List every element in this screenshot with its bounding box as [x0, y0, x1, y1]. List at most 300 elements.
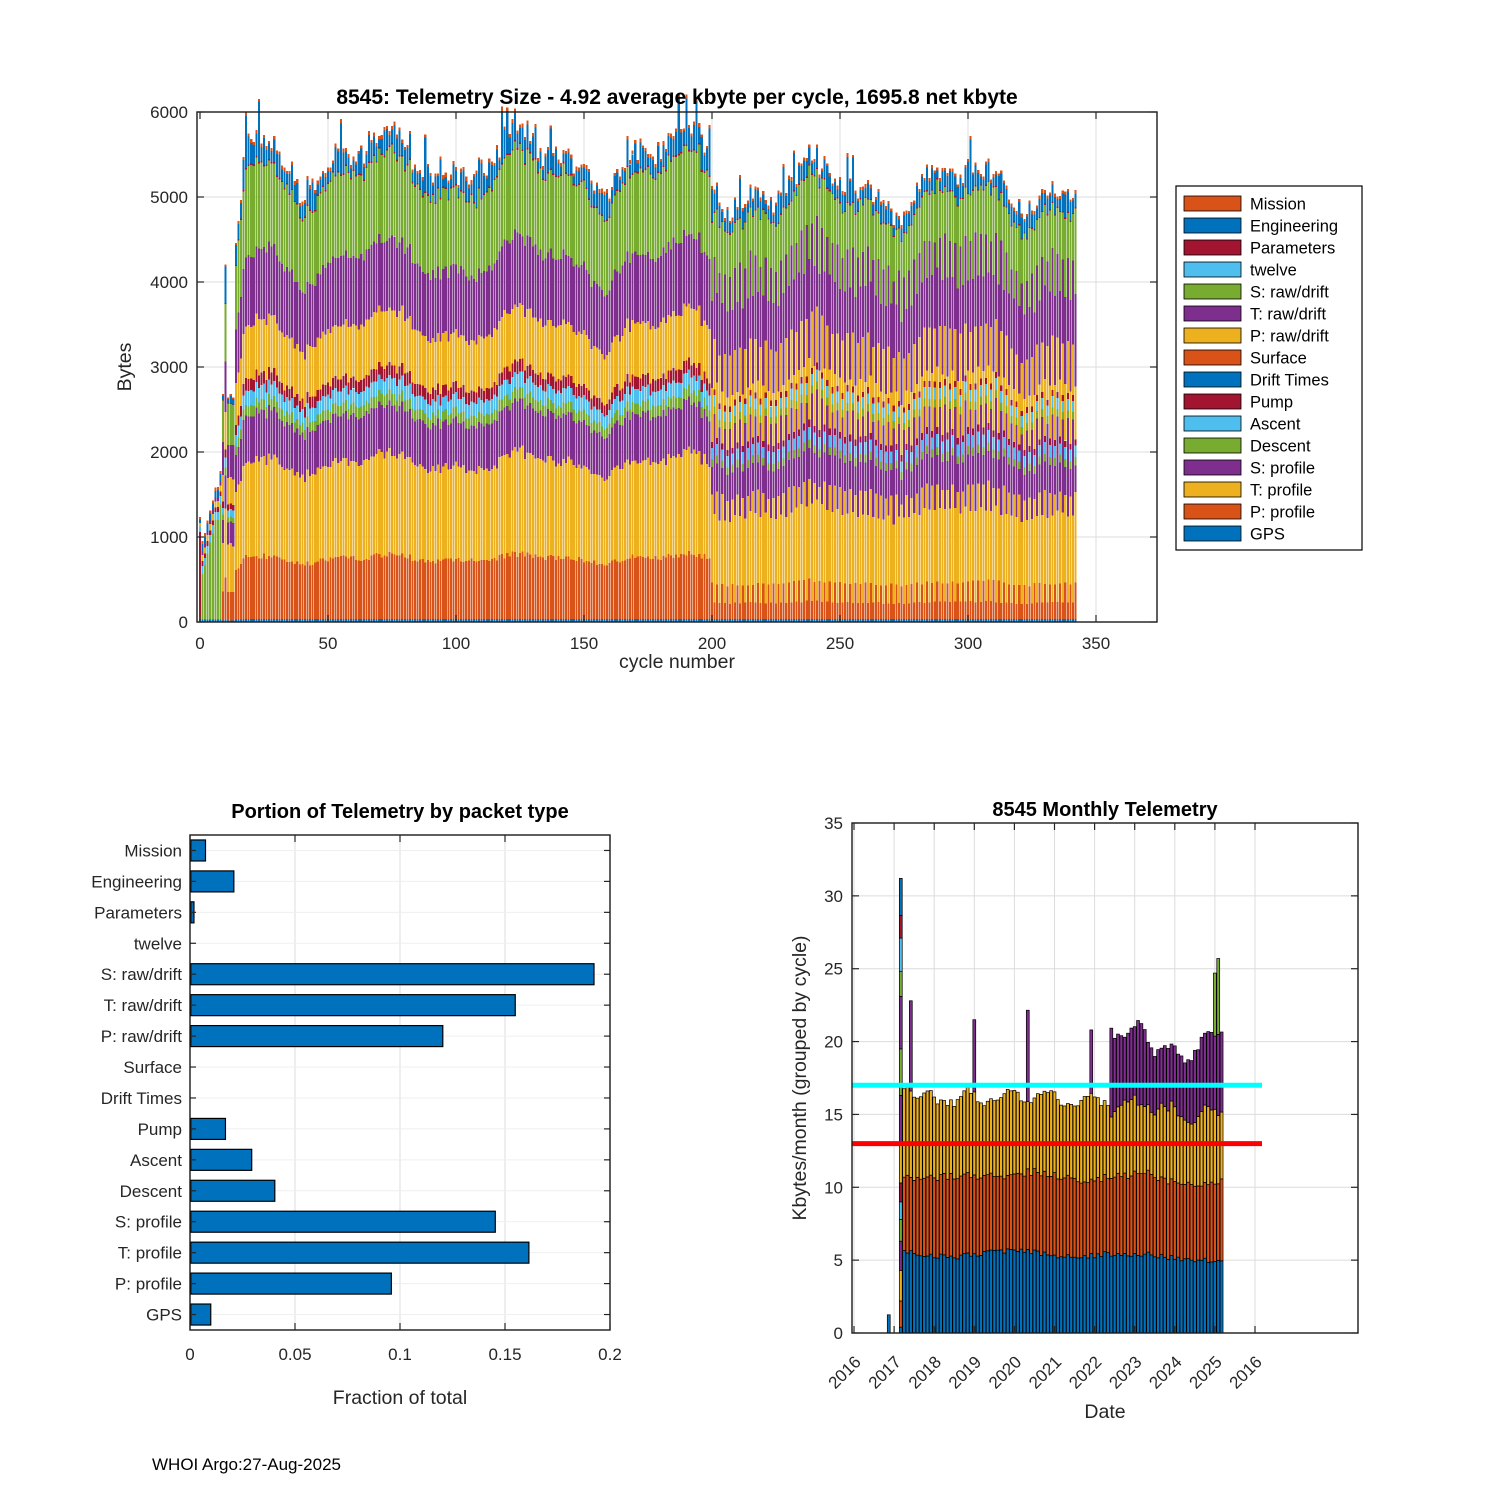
- bar-segment: [427, 273, 429, 341]
- bar-segment: [324, 173, 326, 177]
- bar-segment: [701, 134, 703, 137]
- bar-segment: [514, 447, 516, 552]
- bar-segment: [537, 161, 539, 172]
- bar-segment: [816, 500, 818, 601]
- bar-segment: [248, 325, 250, 379]
- bar-segment: [721, 303, 723, 391]
- bar-segment: [383, 396, 385, 408]
- bar-segment: [675, 128, 677, 132]
- bar-segment: [757, 208, 759, 293]
- bar-segment: [460, 335, 462, 387]
- bar-segment: [957, 381, 959, 438]
- bar-segment: [209, 510, 211, 513]
- bar-segment: [376, 244, 378, 313]
- bar-segment: [798, 580, 800, 619]
- month-bar-segment: [1020, 1174, 1023, 1249]
- month-bar-segment: [1110, 1256, 1113, 1333]
- bar-segment: [803, 580, 805, 619]
- bar-segment: [918, 189, 920, 192]
- bar-segment: [941, 168, 943, 171]
- bar-segment: [355, 175, 357, 177]
- bar-segment: [931, 449, 933, 457]
- bar-segment: [283, 188, 285, 189]
- bar-segment: [248, 406, 250, 416]
- bar-segment: [542, 327, 544, 379]
- bar-segment: [642, 386, 644, 400]
- bar-segment: [964, 186, 966, 187]
- bar-segment: [813, 426, 815, 433]
- bar-segment: [588, 169, 590, 172]
- bar-segment: [747, 468, 749, 496]
- bar-segment: [1000, 174, 1002, 192]
- bar-segment: [921, 440, 923, 452]
- bar-segment: [959, 406, 961, 414]
- bar-segment: [824, 482, 826, 583]
- bar-segment: [980, 397, 982, 405]
- bar-segment: [903, 423, 905, 430]
- bar-segment: [258, 558, 260, 619]
- bar-segment: [865, 442, 867, 454]
- bar-segment: [522, 127, 524, 149]
- bar-segment: [591, 409, 593, 422]
- bar-segment: [460, 562, 462, 619]
- bar-segment: [358, 154, 360, 173]
- bar-segment: [414, 264, 416, 330]
- bar-segment: [987, 273, 989, 366]
- bar-segment: [903, 278, 905, 359]
- bar-segment: [225, 468, 227, 476]
- bar-segment: [309, 284, 311, 346]
- bar-segment: [931, 191, 933, 275]
- bar-segment: [900, 229, 902, 241]
- bar-segment: [739, 217, 741, 218]
- bar-segment: [573, 174, 575, 177]
- bar-segment: [291, 412, 293, 423]
- bar-segment: [870, 489, 872, 583]
- bar-segment: [312, 474, 314, 565]
- month-bar-segment: [1180, 1184, 1183, 1260]
- bar-segment: [601, 402, 603, 413]
- bar-segment: [803, 452, 805, 482]
- bar-segment: [852, 248, 854, 333]
- bars: [887, 878, 1223, 1333]
- bar-segment: [982, 371, 984, 427]
- bar-segment: [1016, 418, 1018, 425]
- bar-segment: [644, 148, 646, 151]
- bar-segment: [729, 406, 731, 412]
- bar-segment: [301, 564, 303, 619]
- bar-segment: [1057, 208, 1059, 254]
- bar-segment: [437, 188, 439, 266]
- bar-segment: [880, 469, 882, 495]
- bar-segment: [347, 154, 349, 158]
- bar-segment: [987, 365, 989, 423]
- bar-segment: [993, 580, 995, 619]
- bar-segment: [442, 188, 444, 269]
- bar-segment: [926, 278, 928, 370]
- month-bar-segment: [929, 1254, 932, 1333]
- bar-segment: [737, 210, 739, 219]
- bar-segment: [647, 167, 649, 252]
- bar-segment: [803, 274, 805, 367]
- bar-segment: [824, 424, 826, 431]
- bar-segment: [808, 147, 810, 164]
- bar-segment: [368, 135, 370, 161]
- month-bar-segment: [1053, 1092, 1056, 1173]
- bar-segment: [614, 269, 616, 336]
- bar-segment: [363, 560, 365, 619]
- bar-segment: [468, 280, 470, 344]
- bar-segment: [670, 133, 672, 137]
- bar-segment: [621, 469, 623, 561]
- month-bar-segment: [993, 1177, 996, 1251]
- bar-segment: [493, 382, 495, 394]
- bar-segment: [862, 252, 864, 337]
- bar-segment: [483, 271, 485, 338]
- bar-segment: [885, 463, 887, 471]
- bar-segment: [765, 392, 767, 398]
- bar-segment: [634, 323, 636, 376]
- bar-segment: [629, 263, 631, 332]
- bar-segment: [657, 405, 659, 415]
- bar-segment: [399, 555, 401, 619]
- bar-segment: [199, 519, 201, 522]
- bar-segment: [350, 326, 352, 378]
- bar-segment: [266, 407, 268, 418]
- bar-segment: [742, 211, 744, 228]
- bar-segment: [353, 160, 355, 169]
- bar-segment: [1023, 222, 1025, 233]
- bar-segment: [1049, 192, 1051, 195]
- bar-segment: [1013, 221, 1015, 222]
- x-tick-label: 2025: [1185, 1352, 1226, 1393]
- bar-segment: [245, 116, 247, 168]
- bar-segment: [734, 222, 736, 223]
- month-bar-segment: [887, 1315, 890, 1333]
- bar-segment: [268, 454, 270, 557]
- bar-segment: [550, 125, 552, 128]
- bar-segment: [990, 409, 992, 511]
- bar-segment: [519, 125, 521, 128]
- bar-segment: [401, 140, 403, 144]
- bar-segment: [875, 585, 877, 619]
- bar-segment: [222, 502, 224, 508]
- bar-segment: [437, 384, 439, 396]
- bar-segment: [634, 558, 636, 619]
- bar-segment: [908, 603, 910, 619]
- bar-segment: [836, 403, 838, 411]
- bar-segment: [598, 286, 600, 349]
- bar-segment: [373, 154, 375, 156]
- bar-segment: [941, 583, 943, 619]
- bar-segment: [836, 186, 838, 190]
- bar-segment: [788, 582, 790, 619]
- bar-segment: [985, 185, 987, 186]
- bar-segment: [626, 412, 628, 460]
- bar-segment: [565, 151, 567, 154]
- bar-segment: [644, 168, 646, 170]
- bar-segment: [488, 400, 490, 414]
- bar-segment: [501, 317, 503, 373]
- bar-segment: [1036, 344, 1038, 394]
- bar-segment: [870, 185, 872, 189]
- bar-segment: [934, 510, 936, 601]
- bar-segment: [491, 337, 493, 387]
- bar-segment: [281, 182, 283, 264]
- bar-segment: [957, 289, 959, 381]
- bar-segment: [793, 191, 795, 279]
- bar-segment: [921, 433, 923, 440]
- bar-segment: [345, 164, 347, 166]
- y-tick-label: 6000: [150, 103, 188, 122]
- bar-segment: [434, 342, 436, 390]
- bar-segment: [975, 186, 977, 232]
- bar-segment: [529, 144, 531, 152]
- bar-segment: [516, 307, 518, 362]
- bar-segment: [516, 452, 518, 557]
- month-bar-segment: [1150, 1255, 1153, 1333]
- bar-segment: [967, 193, 969, 194]
- bar-segment: [747, 203, 749, 211]
- bar-segment: [237, 372, 239, 415]
- bar-segment: [701, 137, 703, 170]
- bar-segment: [539, 411, 541, 460]
- bar-segment: [964, 392, 966, 400]
- bar-segment: [941, 435, 943, 441]
- bar-segment: [706, 325, 708, 379]
- bar-segment: [353, 413, 355, 461]
- bar-segment: [870, 452, 872, 460]
- month-bar-segment: [1120, 1177, 1123, 1256]
- bar-segment: [532, 137, 534, 159]
- bar-segment: [749, 184, 751, 188]
- bar-segment: [836, 198, 838, 244]
- bar-segment: [1064, 384, 1066, 441]
- bar-segment: [662, 248, 664, 318]
- bar-segment: [1044, 490, 1046, 584]
- bar-segment: [918, 602, 920, 619]
- bar-segment: [550, 555, 552, 619]
- bar-segment: [473, 561, 475, 619]
- bar-segment: [688, 151, 690, 234]
- bar-segment: [1023, 456, 1025, 467]
- bar-segment: [373, 382, 375, 398]
- bar-segment: [616, 465, 618, 561]
- bar-segment: [639, 463, 641, 556]
- bar-segment: [803, 367, 805, 423]
- bar-segment: [739, 516, 741, 603]
- bar-segment: [708, 411, 710, 422]
- bar-segment: [509, 134, 511, 138]
- bar-segment: [859, 190, 861, 198]
- bar-segment: [347, 466, 349, 558]
- bar-segment: [309, 408, 311, 422]
- bar-segment: [696, 239, 698, 310]
- bar-segment: [342, 402, 344, 413]
- bar-segment: [667, 407, 669, 454]
- bar-segment: [621, 336, 623, 389]
- bar-segment: [737, 460, 739, 468]
- month-bar-segment: [899, 972, 902, 997]
- bar-segment: [667, 136, 669, 154]
- bar-segment: [1067, 516, 1069, 602]
- bar-segment: [821, 398, 823, 503]
- bar-segment: [708, 177, 710, 259]
- bar-segment: [360, 392, 362, 407]
- bar-segment: [268, 556, 270, 619]
- bar-segment: [273, 164, 275, 244]
- month-bar-segment: [1046, 1177, 1049, 1255]
- bar-segment: [301, 205, 303, 220]
- bar-segment: [271, 246, 273, 315]
- bar-segment: [747, 496, 749, 586]
- bar-segment: [1067, 399, 1069, 410]
- bar-segment: [921, 584, 923, 619]
- bar-segment: [890, 445, 892, 451]
- bar-segment: [268, 367, 270, 380]
- bar-segment: [1000, 411, 1002, 515]
- bar-segment: [440, 429, 442, 473]
- bar-segment: [885, 394, 887, 446]
- bar-segment: [993, 431, 995, 437]
- bar-segment: [655, 407, 657, 418]
- bar-segment: [411, 382, 413, 394]
- bar-segment: [954, 601, 956, 619]
- month-bar-segment: [909, 1177, 912, 1250]
- bar-segment: [524, 165, 526, 246]
- bar-segment: [1039, 439, 1041, 445]
- bar-segment: [721, 443, 723, 449]
- bar-segment: [944, 233, 946, 326]
- bar-segment: [235, 266, 237, 329]
- month-bar-segment: [1000, 1250, 1003, 1333]
- bar-segment: [335, 376, 337, 388]
- bar-segment: [650, 559, 652, 619]
- bar-segment: [678, 408, 680, 454]
- bar-segment: [826, 397, 828, 405]
- bar-segment: [698, 143, 700, 145]
- bar-segment: [591, 349, 593, 398]
- category-label: twelve: [133, 934, 182, 954]
- bar-segment: [381, 558, 383, 619]
- bar-segment: [319, 414, 321, 424]
- month-bar-segment: [1076, 1258, 1079, 1333]
- bar-segment: [242, 420, 244, 466]
- bar-segment: [465, 404, 467, 418]
- bar-segment: [227, 397, 229, 399]
- bar-segment: [959, 389, 961, 395]
- month-bar-segment: [1170, 1101, 1173, 1179]
- bar-segment: [670, 458, 672, 556]
- bar-segment: [729, 429, 731, 522]
- bar-segment: [795, 332, 797, 384]
- bar-segment: [417, 263, 419, 330]
- bar-segment: [678, 156, 680, 244]
- bar-segment: [885, 445, 887, 451]
- bar-segment: [780, 392, 782, 398]
- bar-segment: [373, 133, 375, 137]
- bar-segment: [440, 159, 442, 198]
- bar-segment: [1013, 442, 1015, 448]
- bar-segment: [381, 379, 383, 394]
- bar-segment: [655, 164, 657, 168]
- bar-segment: [744, 204, 746, 208]
- bar-segment: [253, 380, 255, 392]
- bar-segment: [445, 409, 447, 419]
- bar-segment: [353, 256, 355, 324]
- bar-segment: [918, 206, 920, 207]
- bar-segment: [1041, 602, 1043, 619]
- bar-segment: [629, 383, 631, 395]
- bar-segment: [509, 314, 511, 371]
- bar-segment: [283, 172, 285, 188]
- bar-segment: [437, 560, 439, 619]
- bar-segment: [644, 323, 646, 375]
- bar-segment: [1072, 201, 1074, 213]
- bar-segment: [888, 398, 890, 404]
- bar-segment: [911, 498, 913, 584]
- bar-segment: [273, 454, 275, 555]
- bar-segment: [614, 387, 616, 399]
- bar-segment: [888, 516, 890, 604]
- bar-segment: [703, 152, 705, 155]
- bar-segment: [232, 592, 234, 621]
- bar-segment: [731, 233, 733, 310]
- bar-segment: [944, 379, 946, 385]
- bar-segment: [647, 399, 649, 410]
- bar-segment: [980, 177, 982, 185]
- month-bar-segment: [1177, 1116, 1180, 1183]
- bar-segment: [747, 442, 749, 448]
- bar-segment: [793, 375, 795, 432]
- bar-segment: [550, 320, 552, 374]
- bar-segment: [803, 157, 805, 160]
- bar-segment: [1057, 409, 1059, 416]
- bar-segment: [427, 473, 429, 560]
- y-tick-label: 5: [833, 1251, 843, 1271]
- bar-segment: [258, 319, 260, 376]
- bar-segment: [1010, 603, 1012, 619]
- bar-segment: [834, 435, 836, 447]
- bar-segment: [680, 133, 682, 152]
- bar-segment: [506, 154, 508, 156]
- bar-segment: [596, 474, 598, 565]
- bar-segment: [734, 423, 736, 515]
- bar-segment: [263, 167, 265, 248]
- bar-segment: [327, 168, 329, 172]
- bar-segment: [591, 287, 593, 349]
- bar-segment: [289, 414, 291, 425]
- month-bar-segment: [1127, 1102, 1130, 1179]
- bar-segment: [1059, 380, 1061, 437]
- bar-segment: [644, 151, 646, 169]
- bar-segment: [1005, 206, 1007, 207]
- bar-segment: [291, 469, 293, 562]
- bar-segment: [365, 320, 367, 375]
- bar-segment: [972, 581, 974, 619]
- bar-segment: [626, 139, 628, 165]
- bar-segment: [980, 507, 982, 602]
- bar-segment: [980, 174, 982, 177]
- bar-segment: [906, 444, 908, 450]
- bar-segment: [1062, 401, 1064, 412]
- bar-segment: [373, 409, 375, 457]
- bar-segment: [783, 167, 785, 206]
- bar-segment: [363, 326, 365, 378]
- bar-segment: [660, 416, 662, 461]
- bar-segment: [1069, 391, 1071, 443]
- bar-segment: [844, 491, 846, 583]
